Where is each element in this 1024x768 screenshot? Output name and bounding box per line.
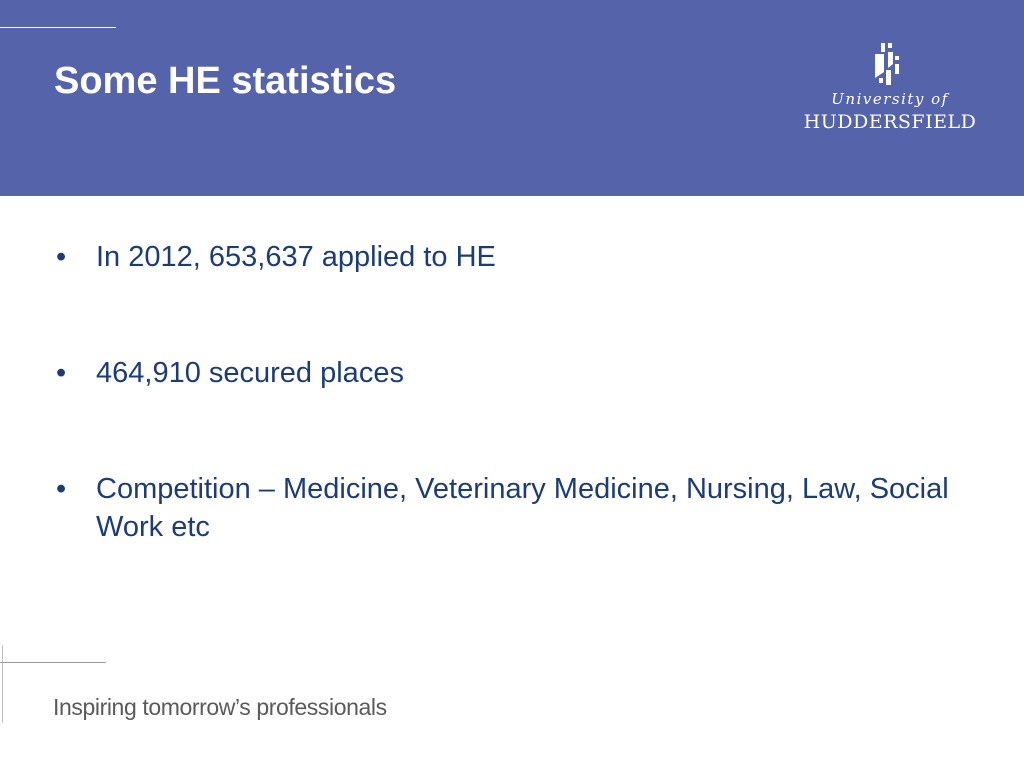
bullet-item (56, 470, 956, 546)
bullet-text: In 2012, 653,637 applied to HE (96, 241, 496, 273)
footer-vertical-rule (2, 645, 3, 723)
header-accent-line (0, 27, 116, 28)
bullet-item (56, 354, 956, 392)
logo-text-huddersfield: HUDDERSFIELD (803, 111, 977, 133)
bullet-marker: • (56, 357, 67, 389)
huddersfield-crest-icon (871, 42, 903, 86)
slide-title: Some HE statistics (54, 60, 397, 102)
bullet-text: 464,910 secured places (96, 357, 404, 389)
bullet-marker: • (56, 241, 67, 273)
university-logo (800, 38, 980, 138)
bullet-marker: • (56, 473, 67, 505)
footer-horizontal-rule (0, 662, 106, 663)
logo-text-university-of: University of (831, 90, 949, 108)
footer-tagline: Inspiring tomorrow’s professionals (53, 694, 387, 720)
bullet-text: Competition – Medicine, Veterinary Medicine, Nursing, Law, Social Work etc (96, 473, 949, 543)
bullet-list (56, 238, 956, 546)
bullet-item (56, 238, 956, 276)
title-banner (0, 0, 1024, 196)
